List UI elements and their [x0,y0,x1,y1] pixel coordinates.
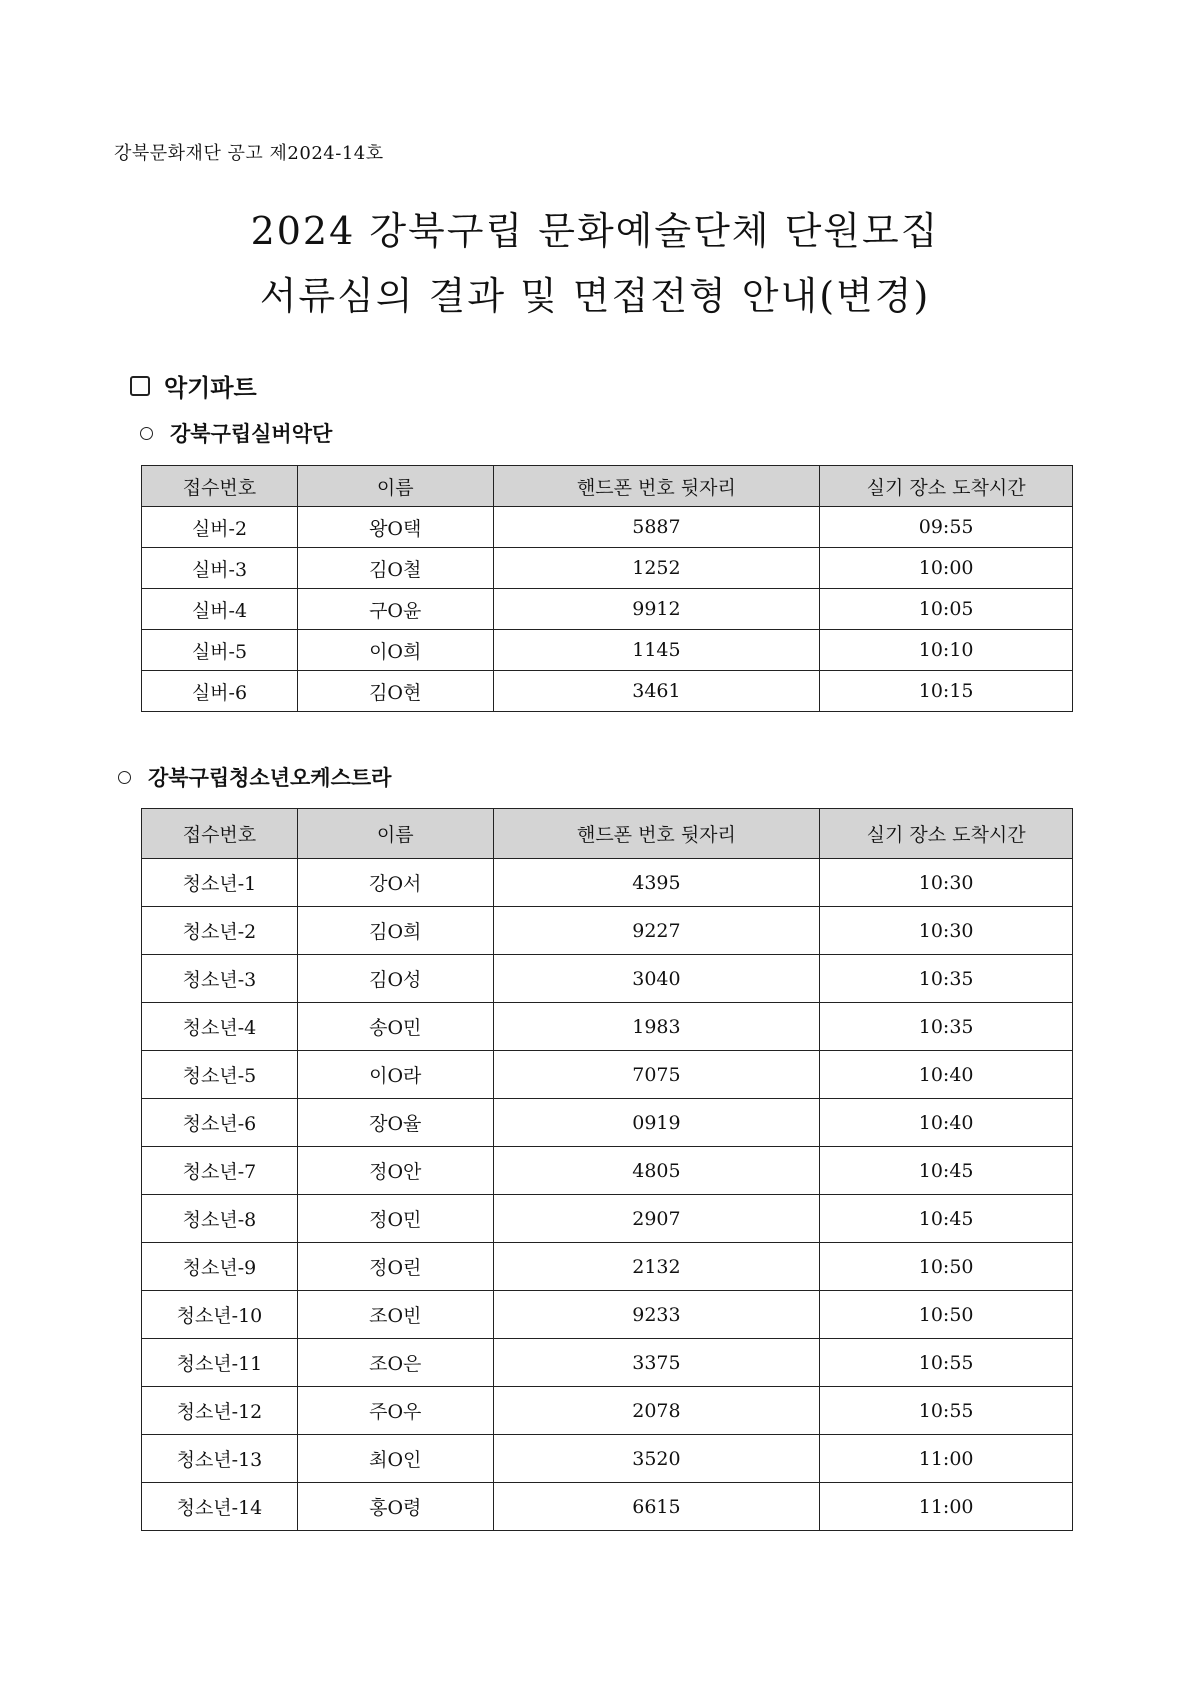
cell-phone-last-digits: 4395 [493,859,820,907]
cell-arrival-time: 10:00 [820,548,1073,589]
cell-receipt-number: 실버-2 [142,507,298,548]
cell-arrival-time: 10:50 [820,1243,1073,1291]
cell-arrival-time: 10:35 [820,1003,1073,1051]
cell-phone-last-digits: 1983 [493,1003,820,1051]
header-receipt-number: 접수번호 [142,809,298,859]
header-arrival-time: 실기 장소 도착시간 [820,809,1073,859]
cell-receipt-number: 청소년-3 [142,955,298,1003]
group-heading-label: 강북구립실버악단 [170,422,333,446]
cell-name: 송O민 [297,1003,493,1051]
cell-arrival-time: 10:10 [820,630,1073,671]
cell-phone-last-digits: 3520 [493,1435,820,1483]
cell-receipt-number: 청소년-4 [142,1003,298,1051]
cell-receipt-number: 청소년-13 [142,1435,298,1483]
cell-receipt-number: 실버-4 [142,589,298,630]
cell-name: 조O은 [297,1339,493,1387]
cell-arrival-time: 09:55 [820,507,1073,548]
cell-arrival-time: 11:00 [820,1483,1073,1531]
cell-arrival-time: 10:35 [820,955,1073,1003]
cell-name: 김O현 [297,671,493,712]
cell-receipt-number: 청소년-12 [142,1387,298,1435]
cell-phone-last-digits: 1145 [493,630,820,671]
cell-phone-last-digits: 2907 [493,1195,820,1243]
header-phone-last-digits: 핸드폰 번호 뒷자리 [493,809,820,859]
header-receipt-number: 접수번호 [142,466,298,507]
cell-phone-last-digits: 4805 [493,1147,820,1195]
cell-arrival-time: 10:45 [820,1195,1073,1243]
cell-name: 김O희 [297,907,493,955]
cell-receipt-number: 청소년-8 [142,1195,298,1243]
table-row [142,1099,1073,1147]
cell-arrival-time: 10:30 [820,907,1073,955]
cell-name: 조O빈 [297,1291,493,1339]
cell-receipt-number: 청소년-10 [142,1291,298,1339]
group-heading-label: 강북구립청소년오케스트라 [148,766,392,790]
silver-band-table [141,465,1073,712]
header-arrival-time: 실기 장소 도착시간 [820,466,1073,507]
header-phone-last-digits: 핸드폰 번호 뒷자리 [493,466,820,507]
cell-arrival-time: 10:05 [820,589,1073,630]
cell-name: 이O희 [297,630,493,671]
table-row [142,1339,1073,1387]
table-row [142,548,1073,589]
table-row [142,1435,1073,1483]
header-name: 이름 [297,466,493,507]
cell-arrival-time: 10:15 [820,671,1073,712]
table-body [142,859,1073,1531]
cell-phone-last-digits: 7075 [493,1051,820,1099]
table-header-row [142,466,1073,507]
table-row [142,630,1073,671]
cell-phone-last-digits: 2078 [493,1387,820,1435]
cell-name: 정O민 [297,1195,493,1243]
table-row [142,1387,1073,1435]
cell-receipt-number: 청소년-5 [142,1051,298,1099]
cell-phone-last-digits: 6615 [493,1483,820,1531]
cell-receipt-number: 청소년-14 [142,1483,298,1531]
cell-name: 구O윤 [297,589,493,630]
cell-receipt-number: 실버-3 [142,548,298,589]
cell-name: 정O안 [297,1147,493,1195]
table-body [142,507,1073,712]
cell-arrival-time: 11:00 [820,1435,1073,1483]
cell-receipt-number: 청소년-2 [142,907,298,955]
cell-name: 강O서 [297,859,493,907]
group-heading-silver [140,418,332,448]
table-row [142,589,1073,630]
cell-phone-last-digits: 9233 [493,1291,820,1339]
table-row [142,859,1073,907]
cell-phone-last-digits: 9227 [493,907,820,955]
section-heading-label: 악기파트 [164,374,257,402]
cell-phone-last-digits: 3461 [493,671,820,712]
cell-arrival-time: 10:30 [820,859,1073,907]
cell-arrival-time: 10:40 [820,1051,1073,1099]
youth-orchestra-table [141,808,1073,1531]
cell-arrival-time: 10:55 [820,1387,1073,1435]
table-header-row [142,809,1073,859]
cell-name: 홍O령 [297,1483,493,1531]
table-row [142,1051,1073,1099]
cell-receipt-number: 청소년-9 [142,1243,298,1291]
table-row [142,1483,1073,1531]
cell-receipt-number: 청소년-1 [142,859,298,907]
cell-phone-last-digits: 5887 [493,507,820,548]
cell-name: 왕O택 [297,507,493,548]
circle-bullet-icon [140,427,153,440]
cell-phone-last-digits: 0919 [493,1099,820,1147]
cell-receipt-number: 청소년-11 [142,1339,298,1387]
cell-arrival-time: 10:45 [820,1147,1073,1195]
cell-arrival-time: 10:40 [820,1099,1073,1147]
cell-phone-last-digits: 2132 [493,1243,820,1291]
table-row [142,1147,1073,1195]
cell-arrival-time: 10:55 [820,1339,1073,1387]
cell-name: 이O라 [297,1051,493,1099]
table-row [142,1243,1073,1291]
cell-name: 김O철 [297,548,493,589]
notice-number: 강북문화재단 공고 제2024-14호 [114,143,384,164]
cell-receipt-number: 청소년-6 [142,1099,298,1147]
cell-phone-last-digits: 1252 [493,548,820,589]
cell-arrival-time: 10:50 [820,1291,1073,1339]
table-row [142,1003,1073,1051]
table-row [142,671,1073,712]
header-name: 이름 [297,809,493,859]
section-heading [130,368,257,403]
square-box-icon [130,376,150,396]
cell-receipt-number: 실버-5 [142,630,298,671]
cell-name: 정O린 [297,1243,493,1291]
table-row [142,955,1073,1003]
document-title-line1: 2024 강북구립 문화예술단체 단원모집 [250,209,940,253]
circle-bullet-icon [118,771,131,784]
group-heading-youth [118,762,391,792]
cell-phone-last-digits: 3040 [493,955,820,1003]
cell-name: 김O성 [297,955,493,1003]
table-row [142,507,1073,548]
document-title-line2: 서류심의 결과 및 면접전형 안내(변경) [259,274,931,318]
table-row [142,907,1073,955]
cell-name: 최O인 [297,1435,493,1483]
cell-name: 주O우 [297,1387,493,1435]
cell-phone-last-digits: 3375 [493,1339,820,1387]
table-row [142,1195,1073,1243]
cell-receipt-number: 청소년-7 [142,1147,298,1195]
cell-receipt-number: 실버-6 [142,671,298,712]
cell-name: 장O율 [297,1099,493,1147]
cell-phone-last-digits: 9912 [493,589,820,630]
table-row [142,1291,1073,1339]
